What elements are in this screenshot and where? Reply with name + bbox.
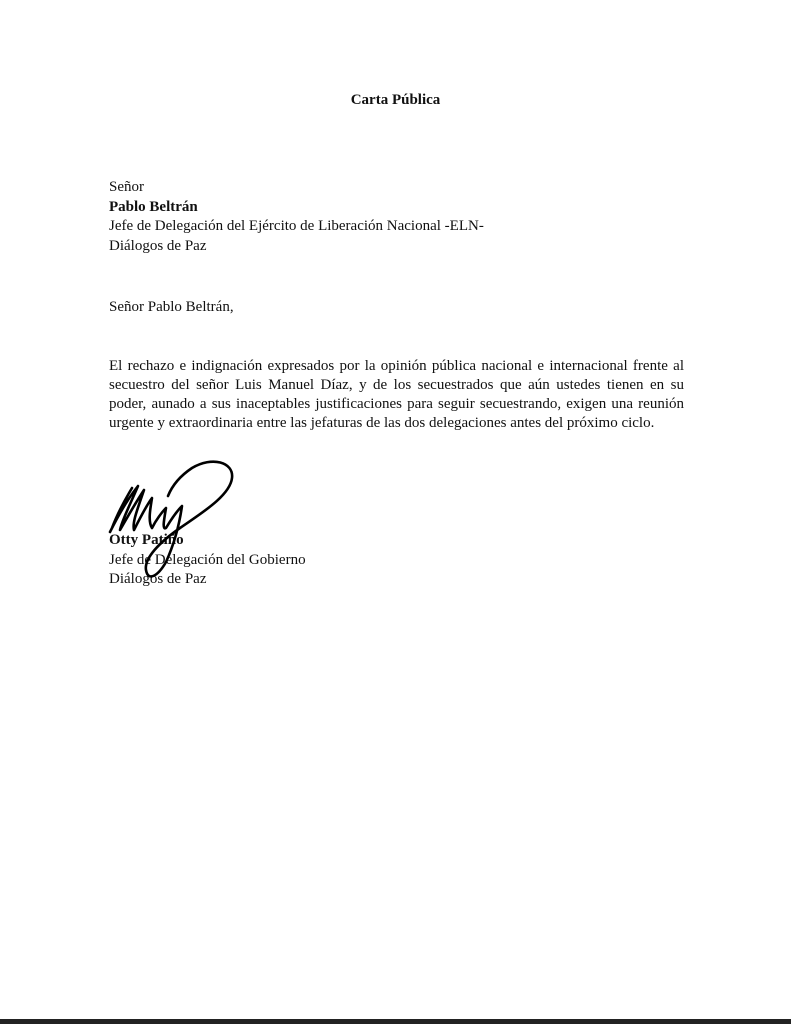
body-paragraph: El rechazo e indignación expresados por la opinión pública nacional e internacional frente al secuestro del señor Luis Manuel Díaz, y de los secuestrados que aún ustedes tienen en su poder, aunado a sus inaceptables justificaciones para seguir secuestrando, exigen una reunión urgente y extraordinaria entre las jefaturas de las dos delegaciones antes del próximo ciclo. [109, 358, 684, 431]
recipient-salutation: Señor [109, 179, 144, 195]
recipient-block [109, 178, 484, 256]
page-bottom-edge [0, 1019, 791, 1024]
recipient-name: Pablo Beltrán [109, 198, 198, 215]
handwritten-signature [100, 450, 250, 590]
greeting: Señor Pablo Beltrán, [109, 299, 234, 315]
sender-role: Jefe de Delegación del Gobierno [109, 551, 306, 568]
sender-org: Diálogos de Paz [109, 571, 207, 587]
document-title: Carta Pública [350, 92, 441, 108]
sender-name: Otty Patiño [109, 532, 184, 548]
recipient-org: Diálogos de Paz [109, 237, 207, 254]
recipient-role: Jefe de Delegación del Ejército de Liberación Nacional -ELN- [109, 218, 484, 234]
